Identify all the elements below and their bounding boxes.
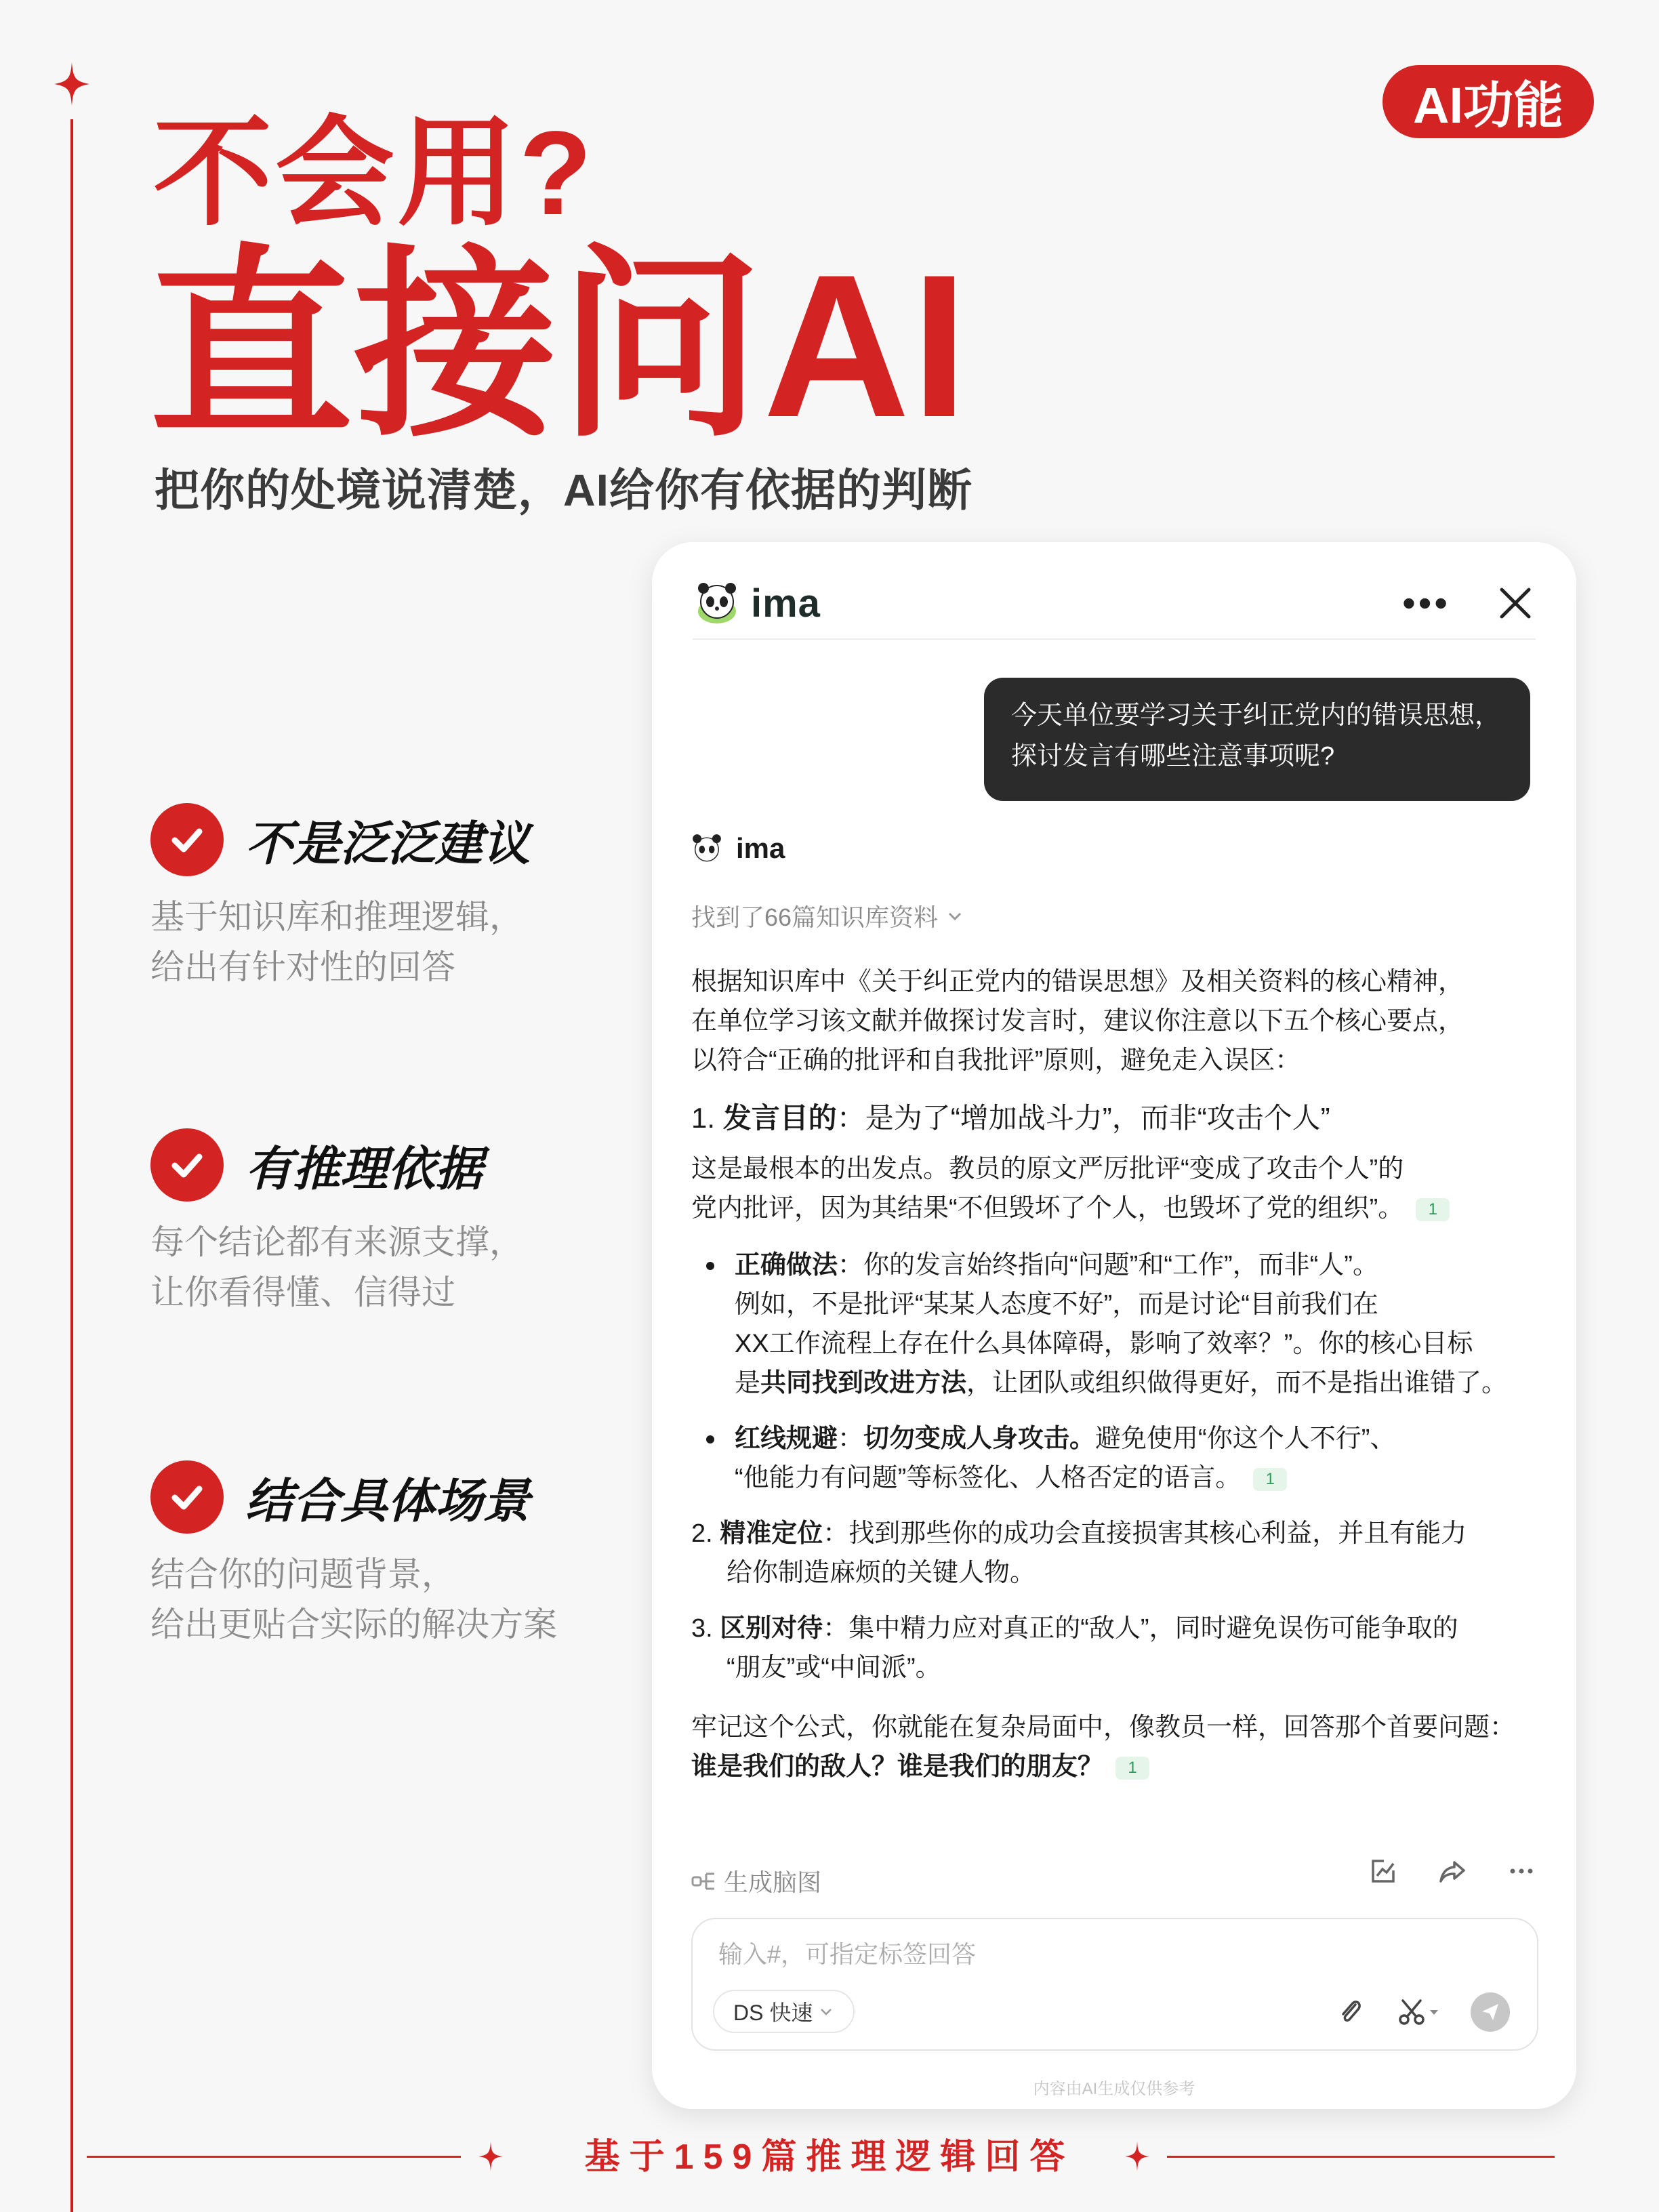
caret-down-icon — [1427, 2005, 1441, 2019]
chat-input-placeholder[interactable]: 输入#，可指定标签回答 — [718, 1940, 977, 1968]
check-circle-icon — [150, 1128, 224, 1202]
answer-section-3: 3. 区别对待：集中精力应对真正的“敌人”，同时避免误伤可能争取的 “朋友”或“中间派”。 — [691, 1614, 1458, 1682]
chevron-down-icon — [818, 2003, 834, 2020]
feature-desc: 结合你的问题背景， — [150, 1555, 455, 1593]
generate-mindmap-button[interactable] — [691, 1864, 821, 1898]
bot-identity — [691, 832, 785, 865]
sparkle-icon — [1125, 2142, 1149, 2171]
input-tools — [1335, 1992, 1510, 2032]
bot-answer — [691, 962, 1538, 1786]
model-selector[interactable] — [713, 1990, 855, 2033]
feature-item — [150, 802, 625, 992]
panda-logo-icon — [695, 581, 739, 625]
answer-section-2: 2. 精准定位：找到那些你的成功会直接损害其核心利益，并且有能力 给你制造麻烦的关键人物。 — [691, 1519, 1467, 1587]
answer-section-1: 1. 发言目的：是为了“增加战斗力”，而非“攻击个人” — [691, 1102, 1330, 1134]
feature-desc: 给出有针对性的回答 — [150, 948, 455, 986]
send-button[interactable] — [1471, 1992, 1510, 2032]
citation-badge[interactable]: 1 — [1253, 1468, 1287, 1491]
check-circle-icon — [150, 1460, 224, 1534]
sparkle-icon — [54, 62, 89, 106]
mindmap-icon — [691, 1870, 717, 1893]
save-note-icon[interactable] — [1369, 1857, 1397, 1885]
footer-line-right — [1167, 2156, 1555, 2158]
chevron-down-icon — [945, 906, 965, 926]
headline-main: 直接问AI — [149, 232, 969, 459]
headline-question: 不会用? — [153, 107, 595, 240]
more-horizontal-icon[interactable] — [1507, 1857, 1536, 1885]
feature-desc: 给出更贴合实际的解决方案 — [150, 1605, 557, 1643]
chat-header — [695, 569, 1533, 637]
panda-avatar-icon — [691, 833, 722, 864]
answer-bullet: 红线规避：切勿变成人身攻击。避免使用“你这个人不行”、 “他能力有问题”等标签化、人格否定的语言。 1 — [691, 1419, 1538, 1498]
more-options-icon[interactable]: ••• — [1402, 581, 1450, 624]
feature-item — [150, 1128, 625, 1317]
feature-desc: 让你看得懂、信得过 — [150, 1273, 455, 1311]
scissors-menu[interactable] — [1396, 1996, 1441, 2028]
answer-closing: 牢记这个公式，你就能在复杂局面中，像教员一样，回答那个首要问题： 谁是我们的敌人？谁是我们的朋友？ 1 — [691, 1713, 1516, 1781]
model-label: DS 快速 — [733, 2001, 813, 2025]
answer-actions — [1369, 1857, 1536, 1885]
close-icon[interactable] — [1498, 586, 1533, 621]
sparkle-icon — [478, 2142, 503, 2171]
app-logo-text: ima — [751, 581, 821, 626]
answer-bullet: 正确做法：你的发言始终指向“问题”和“工作”，而非“人”。 例如，不是批评“某某人态度不好”，而是讨论“目前我们在 XX工作流程上存在什么具体障碍，影响了效率？”。你的核心目标 是共同找到改进方法，让团队或组织做得更好，而不是指出谁错了。 — [691, 1246, 1538, 1403]
chat-window — [652, 542, 1576, 2109]
subtitle: 把你的处境说清楚，AI给你有依据的判断 — [155, 465, 972, 515]
citation-badge[interactable]: 1 — [1416, 1198, 1450, 1221]
bot-name: ima — [736, 832, 785, 864]
header-divider — [693, 638, 1536, 640]
footer-line-left — [87, 2156, 461, 2158]
chat-input-box[interactable] — [691, 1918, 1538, 2051]
user-message-line: 今天单位要学习关于纠正党内的错误思想， — [1011, 701, 1501, 730]
send-icon — [1479, 2001, 1501, 2023]
user-message-bubble — [984, 678, 1530, 801]
check-circle-icon — [150, 803, 224, 876]
answer-paragraph: 这是最根本的出发点。教员的原文严厉批评“变成了攻击个人”的 党内批评，因为其结果“不但毁坏了个人，也毁坏了党的组织”。 1 — [691, 1149, 1538, 1228]
left-accent-line — [70, 119, 73, 2212]
footer-caption: 基于159篇推理逻辑回答 — [584, 2137, 1075, 2177]
user-message-line: 探讨发言有哪些注意事项呢? — [1011, 742, 1335, 771]
mindmap-label: 生成脑图 — [724, 1868, 822, 1896]
feature-title: 结合具体场景 — [245, 1474, 530, 1528]
citation-badge[interactable]: 1 — [1115, 1757, 1149, 1780]
answer-intro: 根据知识库中《关于纠正党内的错误思想》及相关资料的核心精神， 在单位学习该文献并做探讨发言时，建议你注意以下五个核心要点， 以符合“正确的批评和自我批评”原则，避免走入误区： — [691, 968, 1465, 1075]
feature-title: 不是泛泛建议 — [245, 817, 530, 870]
scissors-icon[interactable] — [1396, 1996, 1427, 2028]
ai-disclaimer: 内容由AI生成仅供参考 — [1033, 2080, 1195, 2098]
sources-found-toggle[interactable] — [691, 899, 965, 933]
feature-item — [150, 1460, 625, 1650]
share-icon[interactable] — [1438, 1857, 1467, 1885]
footer — [0, 2133, 1659, 2181]
feature-desc: 每个结论都有来源支撑， — [150, 1223, 523, 1261]
sources-found-label: 找到了66篇知识库资料 — [691, 903, 939, 931]
attachment-icon[interactable] — [1335, 1996, 1366, 2028]
ai-feature-badge: AI功能 — [1382, 65, 1594, 138]
feature-desc: 基于知识库和推理逻辑， — [150, 898, 523, 936]
feature-title: 有推理依据 — [245, 1142, 483, 1195]
